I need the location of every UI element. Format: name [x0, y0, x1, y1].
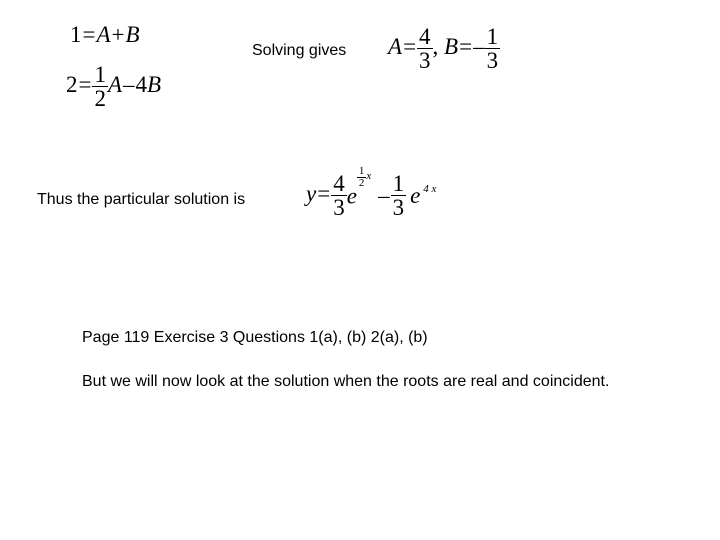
solution-fraction-2-num: 1	[392, 171, 405, 196]
solution-equals: =	[317, 181, 331, 207]
solution-exponent-2: 4 x	[423, 183, 437, 195]
solution-equation	[306, 165, 437, 221]
eq2-coef: 4	[135, 72, 148, 98]
result-b-den: 3	[486, 48, 499, 74]
solution-minus: –	[378, 183, 390, 209]
result-neg: –	[473, 34, 485, 60]
solution-exponent-1	[357, 166, 371, 189]
eq2-a: A	[107, 72, 123, 98]
eq2-b: B	[147, 72, 162, 98]
solution-exp1-den: 2	[358, 177, 365, 190]
solution-fraction-1-den: 3	[333, 195, 345, 221]
solution-fraction-2-den: 3	[392, 195, 405, 221]
eq1-a: A	[96, 22, 111, 47]
eq1-b: B	[125, 22, 140, 47]
exercise-reference: Page 119 Exercise 3 Questions 1(a), (b) 2(a), (b)	[82, 329, 428, 346]
equation-2	[66, 63, 161, 111]
eq1-equals: =	[82, 22, 96, 47]
solution-exp1-var: x	[366, 170, 372, 182]
solution-fraction-1	[331, 172, 347, 220]
eq2-minus: –	[123, 72, 135, 98]
solution-fraction-1-num: 4	[333, 171, 345, 196]
result-a: A	[388, 34, 403, 60]
solution-y: y	[306, 181, 317, 207]
solution-e1: e	[346, 183, 357, 209]
result-comma: ,	[432, 34, 439, 60]
eq2-lhs: 2	[66, 72, 78, 98]
result-a-den: 3	[419, 48, 431, 74]
result-equation	[388, 25, 500, 73]
result-b-fraction	[485, 25, 501, 73]
solution-e2: e	[410, 183, 421, 209]
solution-fraction-2	[391, 172, 407, 220]
result-equals-b: =	[459, 34, 473, 60]
result-b-num: 1	[486, 24, 499, 49]
eq1-plus: +	[111, 22, 125, 47]
eq2-fraction-den: 2	[94, 86, 106, 112]
result-a-fraction	[417, 25, 433, 73]
equation-1	[70, 23, 140, 46]
next-topic-text: But we will now look at the solution when the roots are real and coincident.	[82, 373, 610, 390]
eq1-lhs: 1	[70, 22, 82, 47]
eq2-equals: =	[78, 72, 92, 98]
solving-gives-text: Solving gives	[252, 42, 347, 59]
result-b: B	[444, 34, 459, 60]
solution-exp1-num: 1	[358, 165, 365, 177]
eq2-fraction-num: 1	[94, 62, 106, 87]
result-equals-a: =	[403, 34, 417, 60]
thus-text: Thus the particular solution is	[37, 191, 246, 208]
eq2-fraction	[92, 63, 108, 111]
result-a-num: 4	[419, 24, 431, 49]
